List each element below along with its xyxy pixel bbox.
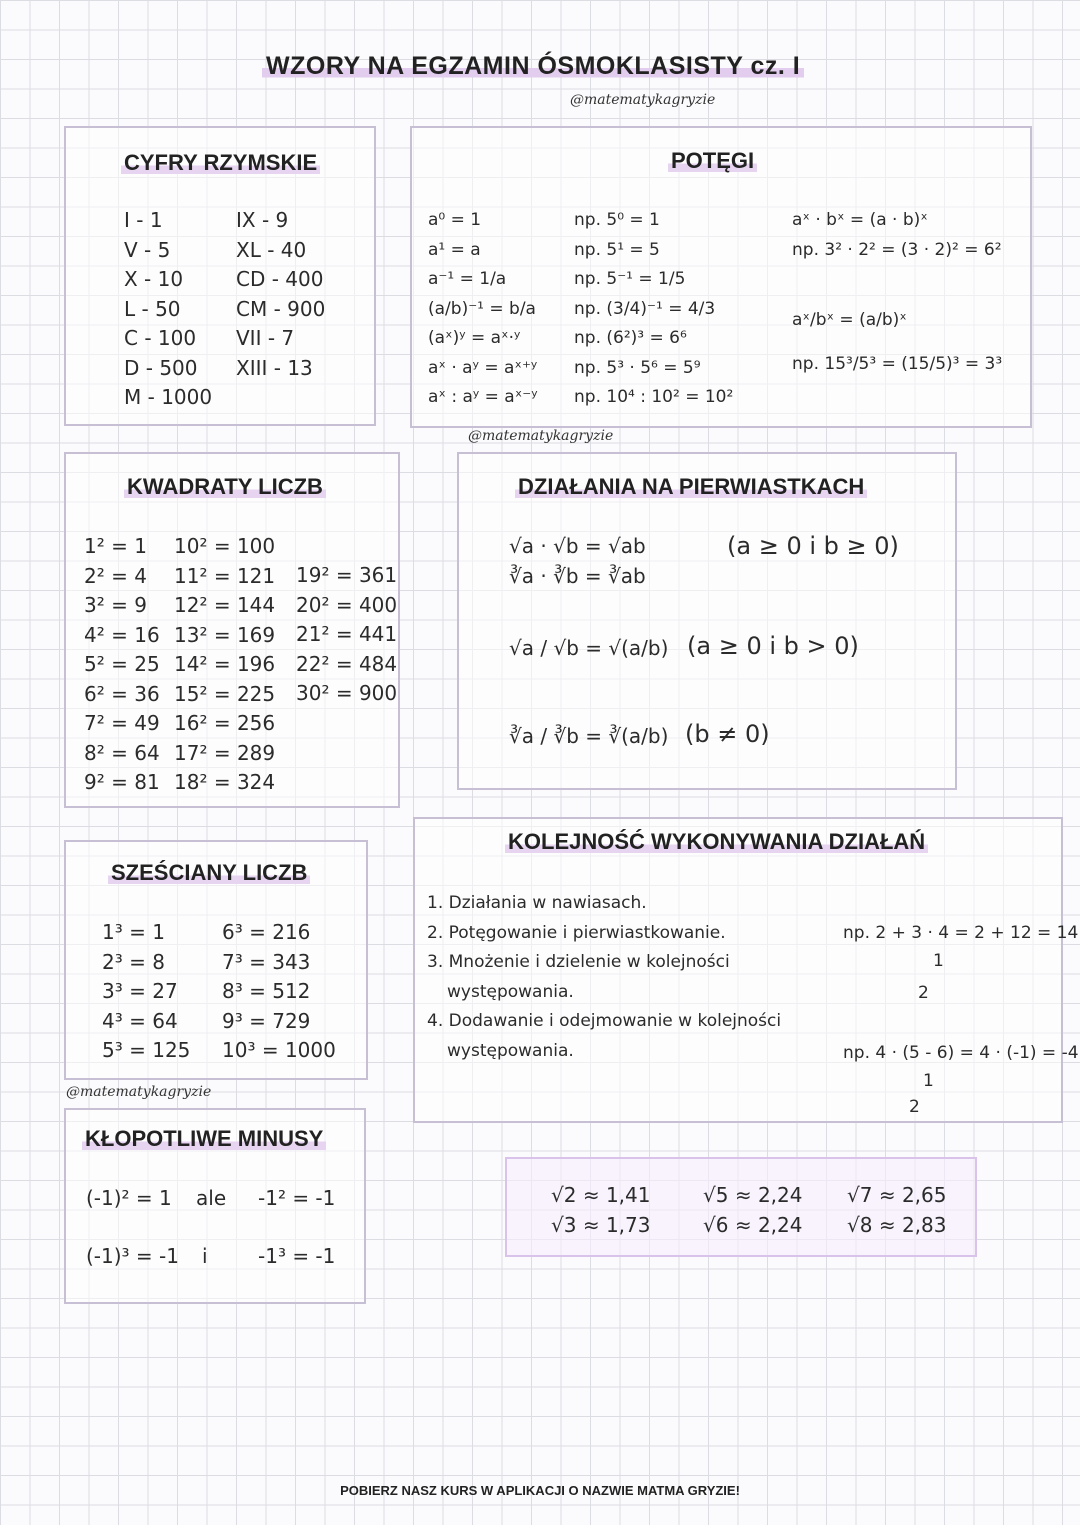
power-example: np. 5³ · 5⁶ = 5⁹ (574, 357, 701, 378)
square-item: 1² = 1 (84, 534, 147, 558)
minus-row-2-left: (-1)³ = -1 (86, 1244, 179, 1268)
cubes-col-2 (222, 918, 336, 1066)
minus-box (64, 1108, 366, 1304)
roman-item: D - 500 (124, 355, 198, 380)
cube-item: 9³ = 729 (222, 1008, 311, 1033)
power-rule: (a/b)⁻¹ = b/a (428, 298, 536, 319)
order-item: 4. Dodawanie i odejmowanie w kolejności (427, 1011, 782, 1031)
approx-box (505, 1157, 977, 1257)
roman-item: L - 50 (124, 296, 181, 321)
order-example-2: np. 4 · (5 - 6) = 4 · (-1) = -4 (843, 1043, 1079, 1063)
order-title: KOLEJNOŚĆ WYKONYWANIA DZIAŁAŃ (505, 829, 928, 855)
squares-box (64, 452, 400, 808)
roman-item: XIII - 13 (236, 355, 313, 380)
square-item: 5² = 25 (84, 652, 160, 676)
approx-item: √5 ≈ 2,24 (703, 1183, 803, 1207)
order-item: 2. Potęgowanie i pierwiastkowanie. (427, 922, 726, 943)
roots-formula-1 (509, 532, 646, 591)
watermark-handle: @matematykagryzie (570, 92, 716, 108)
power-example: np. 5¹ = 5 (574, 239, 660, 260)
minus-title: KŁOPOTLIWE MINUSY (82, 1126, 326, 1152)
order-item: występowania. (447, 1040, 574, 1061)
powers-product-rule (792, 206, 1002, 265)
powers-examples (574, 206, 733, 413)
cubes-box (64, 840, 368, 1080)
power-example: np. (3/4)⁻¹ = 4/3 (574, 298, 716, 319)
cube-item: 4³ = 64 (102, 1008, 178, 1033)
order-step: 1 (923, 1071, 934, 1091)
order-list (427, 889, 781, 1066)
minus-row-2-right: -1³ = -1 (258, 1244, 336, 1268)
order-example-1: np. 2 + 3 · 4 = 2 + 12 = 14 (843, 923, 1079, 943)
square-item: 10² = 100 (174, 534, 276, 558)
footer-promo: POBIERZ NASZ KURS W APLIKACJI O NAZWIE MATMA GRYZIE! (340, 1483, 740, 1498)
powers-quotient-rule (792, 298, 1002, 386)
roots-condition-2: (a ≥ 0 i b > 0) (687, 632, 859, 660)
order-step: 1 (933, 951, 944, 971)
roman-item: XL - 40 (236, 237, 307, 262)
roman-numerals-box (64, 126, 376, 426)
order-item: występowania. (447, 981, 574, 1002)
square-item: 9² = 81 (84, 770, 160, 794)
square-item: 17² = 289 (174, 740, 276, 765)
root-formula: √a · √b = √ab (509, 534, 646, 558)
square-item: 16² = 256 (174, 711, 276, 735)
order-box (413, 817, 1079, 1123)
squares-col-3 (296, 561, 397, 709)
squares-col-1 (84, 532, 160, 798)
roots-condition-3: (b ≠ 0) (685, 720, 770, 748)
power-example: np. 10⁴ : 10² = 10² (574, 387, 734, 407)
approx-item: √7 ≈ 2,65 (847, 1183, 947, 1207)
roots-formula-3: ∛a / ∛b = ∛(a/b) (509, 724, 669, 748)
roots-title: DZIAŁANIA NA PIERWIASTKACH (515, 474, 867, 500)
roman-item: M - 1000 (124, 385, 213, 409)
roman-col-2 (236, 206, 325, 383)
powers-box (410, 126, 1032, 428)
power-example: np. (6²)³ = 6⁶ (574, 328, 687, 348)
watermark-handle: @matematykagryzie (468, 428, 614, 444)
roman-item: CM - 900 (236, 296, 326, 321)
square-item: 2² = 4 (84, 563, 147, 588)
powers-title: POTĘGI (668, 148, 757, 174)
square-item: 7² = 49 (84, 711, 160, 735)
square-item: 6² = 36 (84, 681, 160, 706)
power-rule: aˣ · bˣ = (a · b)ˣ (792, 210, 928, 230)
power-rule: a⁰ = 1 (428, 210, 482, 230)
square-item: 14² = 196 (174, 652, 276, 676)
square-item: 30² = 900 (296, 681, 398, 705)
cube-item: 2³ = 8 (102, 949, 165, 974)
roman-item: VII - 7 (236, 326, 295, 350)
roman-col-1 (124, 206, 212, 413)
square-item: 19² = 361 (296, 563, 398, 587)
square-item: 18² = 324 (174, 770, 276, 794)
roots-condition-1: (a ≥ 0 i b ≥ 0) (727, 532, 899, 560)
power-rule: a⁻¹ = 1/a (428, 269, 507, 289)
power-example: np. 3² · 2² = (3 · 2)² = 6² (792, 239, 1002, 260)
square-item: 4² = 16 (84, 622, 160, 647)
order-step: 2 (909, 1097, 920, 1117)
roman-title: CYFRY RZYMSKIE (121, 150, 320, 176)
cubes-col-1 (102, 918, 190, 1066)
minus-row-1-word: ale (196, 1186, 227, 1210)
approx-item: √8 ≈ 2,83 (847, 1212, 947, 1237)
approx-col-2 (703, 1181, 802, 1240)
approx-item: √6 ≈ 2,24 (703, 1212, 803, 1237)
minus-row-2-word: i (202, 1244, 208, 1268)
square-item: 21² = 441 (296, 622, 398, 646)
roman-item: CD - 400 (236, 267, 324, 291)
powers-rules (428, 206, 538, 413)
roots-box (457, 452, 957, 790)
minus-row-1-right: -1² = -1 (258, 1186, 336, 1210)
roots-formula-2: √a / √b = √(a/b) (509, 636, 669, 660)
power-rule: aˣ/bˣ = (a/b)ˣ (792, 310, 907, 330)
minus-row-1-left: (-1)² = 1 (86, 1186, 172, 1210)
watermark-handle: @matematykagryzie (66, 1084, 212, 1100)
order-step: 2 (918, 983, 929, 1003)
roman-item: X - 10 (124, 267, 184, 291)
cube-item: 5³ = 125 (102, 1038, 191, 1062)
cube-item: 3³ = 27 (102, 979, 178, 1003)
squares-col-2 (174, 532, 275, 798)
square-item: 12² = 144 (174, 593, 276, 617)
approx-item: √2 ≈ 1,41 (551, 1183, 651, 1207)
order-item: 1. Działania w nawiasach. (427, 893, 647, 913)
root-formula: ∛a · ∛b = ∛ab (509, 563, 646, 588)
cube-item: 6³ = 216 (222, 920, 311, 944)
approx-col-1 (551, 1181, 650, 1240)
cube-item: 1³ = 1 (102, 920, 165, 944)
order-item: 3. Mnożenie i dzielenie w kolejności (427, 952, 730, 972)
square-item: 3² = 9 (84, 593, 147, 617)
roman-item: V - 5 (124, 237, 171, 262)
power-rule: aˣ : aʸ = aˣ⁻ʸ (428, 387, 538, 407)
square-item: 22² = 484 (296, 651, 398, 676)
cube-item: 10³ = 1000 (222, 1038, 336, 1062)
square-item: 15² = 225 (174, 681, 276, 706)
cube-item: 8³ = 512 (222, 979, 311, 1003)
power-example: np. 5⁰ = 1 (574, 210, 660, 230)
cube-item: 7³ = 343 (222, 949, 311, 974)
power-rule: aˣ · aʸ = aˣ⁺ʸ (428, 357, 538, 378)
cubes-title: SZEŚCIANY LICZB (108, 860, 310, 886)
power-example: np. 15³/5³ = (15/5)³ = 3³ (792, 354, 1003, 374)
roman-item: C - 100 (124, 326, 197, 350)
power-rule: a¹ = a (428, 239, 481, 260)
approx-item: √3 ≈ 1,73 (551, 1212, 651, 1237)
square-item: 13² = 169 (174, 622, 276, 647)
roman-item: I - 1 (124, 208, 163, 232)
square-item: 11² = 121 (174, 563, 276, 588)
square-item: 20² = 400 (296, 592, 398, 617)
approx-col-3 (847, 1181, 946, 1240)
roman-item: IX - 9 (236, 208, 289, 232)
squares-title: KWADRATY LICZB (124, 474, 326, 500)
square-item: 8² = 64 (84, 740, 160, 765)
power-example: np. 5⁻¹ = 1/5 (574, 269, 686, 289)
page-title: WZORY NA EGZAMIN ÓSMOKLASISTY cz. I (262, 52, 804, 81)
power-rule: (aˣ)ʸ = aˣ·ʸ (428, 328, 521, 348)
